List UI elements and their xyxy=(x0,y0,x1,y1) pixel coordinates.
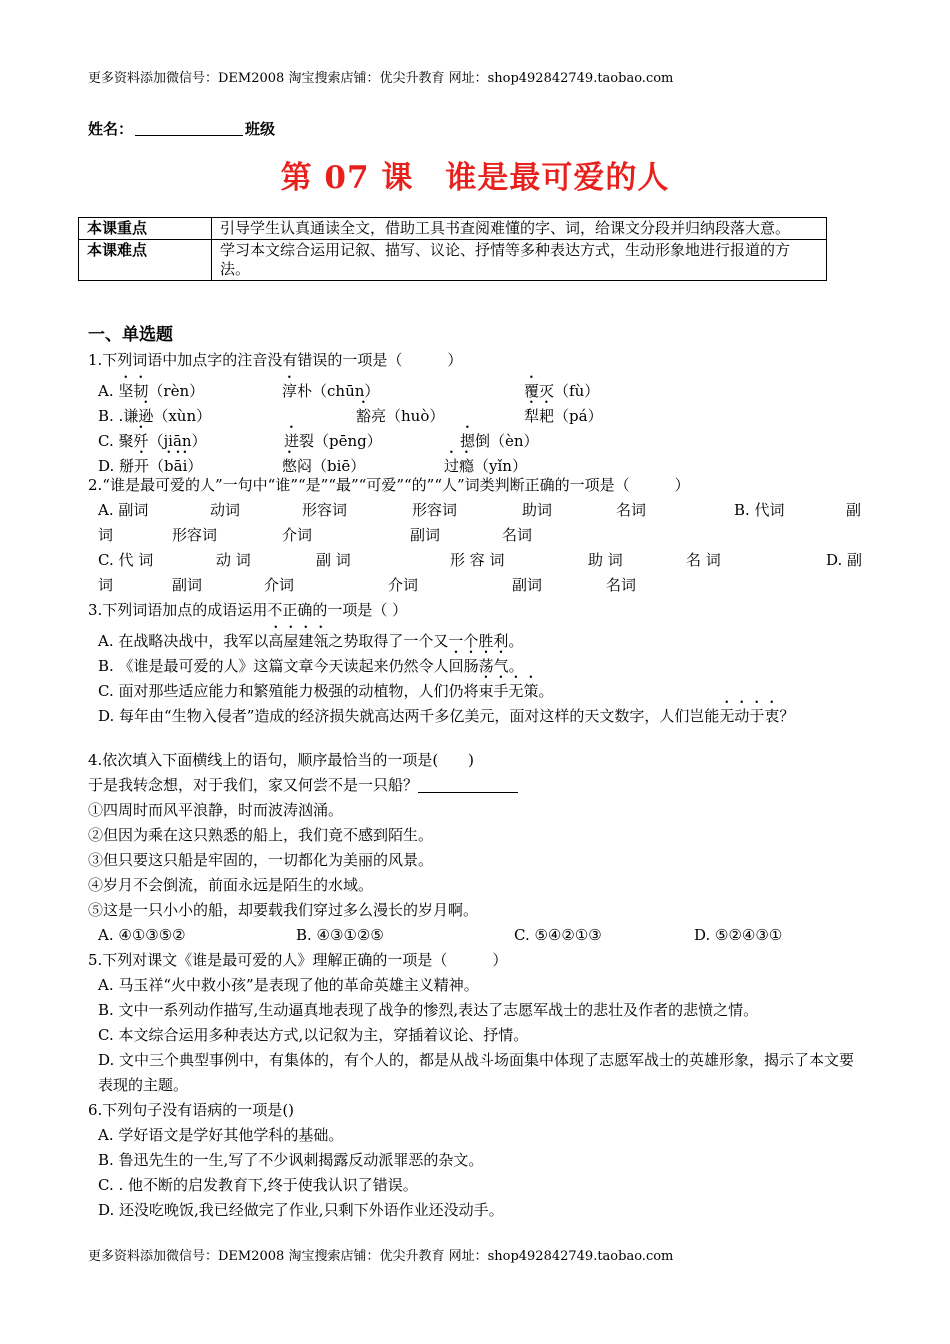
q4-option-b: B. ④③①②⑤ xyxy=(296,926,384,944)
q2-row-3: C. 代 词 动 词 副 词 形 容 词 助 词 名 词 D. 副 xyxy=(98,551,863,569)
table-row xyxy=(79,218,827,240)
q2-row-2: 词 形容词 介词 副词 名词 xyxy=(98,526,533,544)
q4-option-d: D. ⑤②④③① xyxy=(694,926,783,944)
q1-option-a: A. 坚韧（rèn） 淳朴（chūn） 覆灭（fù） xyxy=(98,382,600,400)
q3-stem: 3.下列词语加点的成语运用不正确的一项是（ ） xyxy=(88,601,408,619)
q1-stem: 1.下列词语中加点字的注音没有错误的一项是（ ） xyxy=(88,351,463,369)
q1-option-c: C. 聚歼（jiān） 迸裂（pēng） 摁倒（èn） xyxy=(98,432,539,450)
q4-options xyxy=(88,923,866,948)
q2-row-1: A. 副词 动词 形容词 形容词 助词 名词 B. 代词 副 xyxy=(98,501,862,519)
q4-option-c: C. ⑤④②①③ xyxy=(514,926,602,944)
questions xyxy=(88,323,866,1223)
q3-option-c: C. 面对那些适应能力和繁殖能力极强的动植物，人们仍将束手无策。 xyxy=(98,682,554,700)
q4-stem: 4.依次填入下面横线上的语句，顺序最恰当的一项是( ) xyxy=(88,751,475,769)
q5-option-c: C. 本文综合运用多种表达方式,以记叙为主，穿插着议论、抒情。 xyxy=(98,1026,529,1044)
section-title: 一、单选题 xyxy=(88,325,173,345)
class-label: 班级 xyxy=(245,120,276,138)
q3-option-d: D. 每年由“生物入侵者”造成的经济损失就高达两千多亿美元，面对这样的天文数字，人们岂能无动于衷？ xyxy=(98,707,795,725)
page-title: 第 07 课 谁是最可爱的人 xyxy=(280,160,670,196)
q6-option-c: C. . 他不断的启发教育下,终于使我认识了错误。 xyxy=(98,1176,418,1194)
header-note: 更多资料添加微信号：DEM2008 淘宝搜索店铺：优尖升教育 网址：shop492842749.taobao.com xyxy=(88,71,674,86)
q4-option-a: A. ④①③⑤② xyxy=(98,926,186,944)
q4-item: ②但因为乘在这只熟悉的船上，我们竟不感到陌生。 xyxy=(88,826,434,844)
key-point-label: 本课重点 xyxy=(79,218,212,240)
answer-blank xyxy=(418,792,518,793)
footer-note: 更多资料添加微信号：DEM2008 淘宝搜索店铺：优尖升教育 网址：shop492842749.taobao.com xyxy=(88,1249,674,1264)
q4-item: ①四周时而风平浪静，时而波涛汹涌。 xyxy=(88,801,344,819)
q6-option-a: A. 学好语文是学好其他学科的基础。 xyxy=(98,1126,344,1144)
name-blank xyxy=(135,135,243,136)
q4-item: ④岁月不会倒流，前面永远是陌生的水域。 xyxy=(88,876,374,894)
q5-option-d: D. 文中三个典型事例中，有集体的，有个人的，都是从战斗场面集中体现了志愿军战士的英雄形象，揭示了本文要表现的主题。 xyxy=(98,1051,855,1094)
q6-option-d: D. 还没吃晚饭,我已经做完了作业,只剩下外语作业还没动手。 xyxy=(98,1201,504,1219)
key-point-desc: 引导学生认真通读全文，借助工具书查阅难懂的字、词，给课文分段并归纳段落大意。 xyxy=(212,218,827,240)
name-class-line xyxy=(88,118,275,139)
q1-option-d: D. 掰开（bāi） 憋闷（biē） 过瘾（yǐn） xyxy=(98,457,527,475)
name-label: 姓名： xyxy=(88,120,134,138)
q5-option-a: A. 马玉祥“火中救小孩”是表现了他的革命英雄主义精神。 xyxy=(98,976,479,994)
q5-stem: 5.下列对课文《谁是最可爱的人》理解正确的一项是（ ） xyxy=(88,951,508,969)
q6-stem: 6.下列句子没有语病的一项是() xyxy=(88,1101,295,1119)
q6-option-b: B. 鲁迅先生的一生,写了不少讽刺揭露反动派罪恶的杂文。 xyxy=(98,1151,484,1169)
q1-option-b: B. .谦逊（xùn） 豁亮（huò） 犁耙（pá） xyxy=(98,407,603,425)
q2-stem: 2.“谁是最可爱的人”一句中“谁”“是”“最”“可爱”“的”“人”词类判断正确的一项是（ ） xyxy=(88,476,690,494)
q5-option-b: B. 文中一系列动作描写,生动逼真地表现了战争的惨烈,表达了志愿军战士的悲壮及作者的悲愤之情。 xyxy=(98,1001,759,1019)
difficulty-desc: 学习本文综合运用记叙、描写、议论、抒情等多种表达方式，生动形象地进行报道的方法。 xyxy=(212,240,827,281)
q4-lead: 于是我转念想，对于我们，家又何尝不是一只船？ xyxy=(88,773,866,798)
q4-item: ⑤这是一只小小的船，却要载我们穿过多么漫长的岁月啊。 xyxy=(88,901,479,919)
table-row xyxy=(79,240,827,281)
keypoints-table xyxy=(78,217,827,281)
q3-option-a: A. 在战略决战中，我军以高屋建瓴之势取得了一个又一个胜利。 xyxy=(98,632,524,650)
q2-row-4: 词 副词 介词 介词 副词 名词 xyxy=(98,576,637,594)
q4-item: ③但只要这只船是牢固的，一切都化为美丽的风景。 xyxy=(88,851,434,869)
difficulty-label: 本课难点 xyxy=(79,240,212,281)
q3-option-b: B. 《谁是最可爱的人》这篇文章今天读起来仍然令人回肠荡气。 xyxy=(98,657,524,675)
